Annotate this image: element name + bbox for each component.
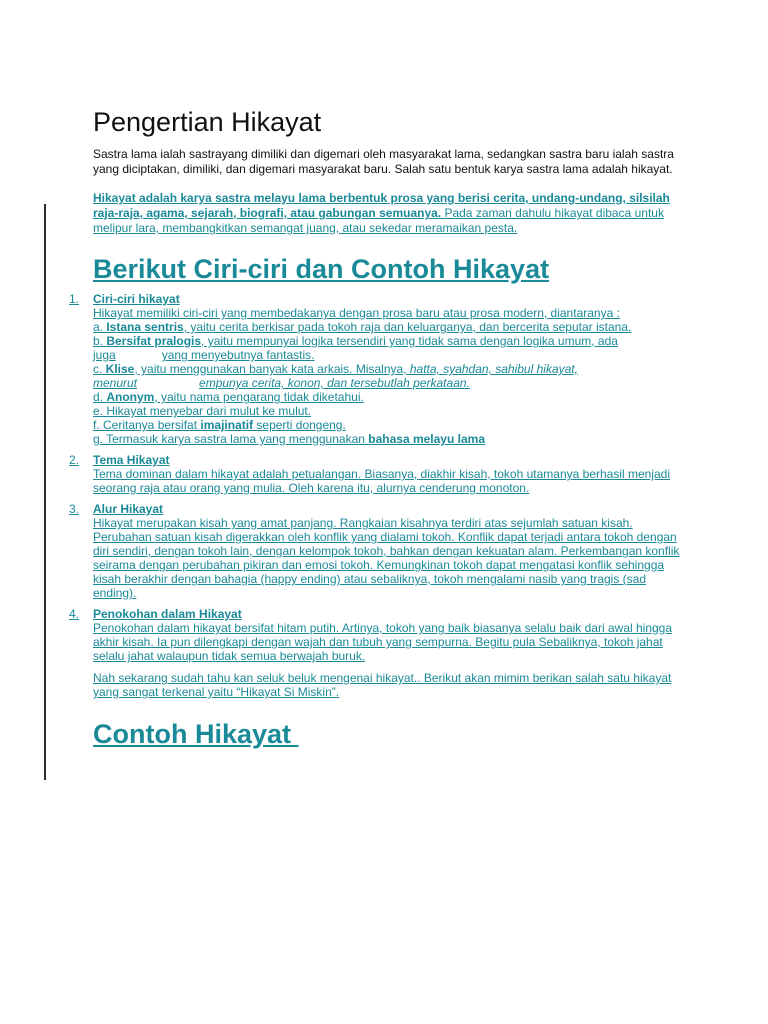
definition-rest: Pada zaman dahulu hikayat dibaca untuk melipur lara, membangkitkan semangat juang, atau sekedar meramaikan pesta. [93,206,664,235]
trait-c-cont: menurut empunya cerita, konon, dan tersebutlah perkataan. [93,376,470,390]
list-item [69,292,683,446]
section-heading-contoh: Contoh Hikayat [93,719,299,749]
definition-paragraph [93,191,683,236]
trait-b: b. Bersifat pralogis, yaitu mempunyai logika tersendiri yang tidak sama dengan logika umum, ada [93,334,618,348]
list-number: 2. [69,453,80,467]
intro-paragraph: Sastra lama ialah sastrayang dimiliki dan digemari oleh masyarakat lama, sedangkan sastra baru ialah sastra yang diciptakan, dimiliki, dan digemari masyarakat baru. Salah satu bentuk karya sastra lama adalah hikayat. [93,147,674,176]
item-text: Hikayat merupakan kisah yang amat panjang. Rangkaian kisahnya terdiri atas sejumlah satuan kisah. Perubahan satuan kisah digerakkan oleh konflik yang dialami tokoh. Konflik dapat terjadi antara tokoh dengan diri sendiri, dengan tokoh lain, dengan kelompok tokoh, bahkan dengan kekuatan alam. Perkembangan konflik seirama dengan perubahan pikiran dan emosi tokoh. Kemungkinan tokoh dapat mengatasi konflik sehingga kisah berakhir dengan bahagia (happy ending) atau sebaliknya, tokoh mengalami nasib yang tragis (sad ending). [93,516,680,600]
item-title: Alur Hikayat [93,502,164,516]
list-item [69,453,683,495]
margin-change-bar [44,204,46,780]
document-body [69,105,683,751]
list-number: 1. [69,292,80,306]
list-number: 3. [69,502,80,516]
characteristics-list [69,292,683,663]
item-title: Penokohan dalam Hikayat [93,607,242,621]
trait-c: c. Klise, yaitu menggunakan banyak kata arkais. Misalnya, hatta, syahdan, sahibul hikayat, [93,362,578,376]
trait-b-cont: juga yang menyebutnya fantastis. [93,348,315,362]
item-title: Tema Hikayat [93,453,170,467]
definition-bold: Hikayat adalah karya sastra melayu lama berbentuk prosa yang berisi cerita, undang-undang, silsilah raja-raja, agama, sejarah, biografi, atau gabungan semuanya. [93,191,670,220]
trait-f: f. Ceritanya bersifat imajinatif seperti dongeng. [93,418,346,432]
closing-paragraph: Nah sekarang sudah tahu kan seluk beluk mengenai hikayat.. Berikut akan mimim berikan salah satu hikayat yang sangat terkenal yaitu “Hikayat Si Miskin”. [93,671,672,699]
item-title: Ciri-ciri hikayat [93,292,180,306]
trait-e: e. Hikayat menyebar dari mulut ke mulut. [93,404,312,418]
section-heading-ciri: Berikut Ciri-ciri dan Contoh Hikayat [93,254,550,284]
list-item [69,607,683,663]
page-title: Pengertian Hikayat [93,107,322,137]
item-lead: Hikayat memiliki ciri-ciri yang membedakanya dengan prosa baru atau prosa modern, diantaranya : [93,306,620,320]
item-text: Penokohan dalam hikayat bersifat hitam putih. Artinya, tokoh yang baik biasanya selalu baik dari awal hingga akhir kisah. Ia pun dilengkapi dengan wajah dan tubuh yang sempurna. Begitu pula Sebaliknya, tokoh jahat selalu jahat walaupun tidak semua berwajah buruk. [93,621,673,663]
list-number: 4. [69,607,80,621]
trait-a: a. Istana sentris, yaitu cerita berkisar pada tokoh raja dan keluarganya, dan bercerita seputar istana. [93,320,632,334]
list-item [69,502,683,600]
trait-g: g. Termasuk karya sastra lama yang menggunakan bahasa melayu lama [93,432,485,446]
item-text: Tema dominan dalam hikayat adalah petualangan. Biasanya, diakhir kisah, tokoh utamanya berhasil menjadi seorang raja atau orang yang mulia. Oleh karena itu, alurnya cenderung monoton. [93,467,671,495]
trait-d: d. Anonym, yaitu nama pengarang tidak diketahui. [93,390,364,404]
